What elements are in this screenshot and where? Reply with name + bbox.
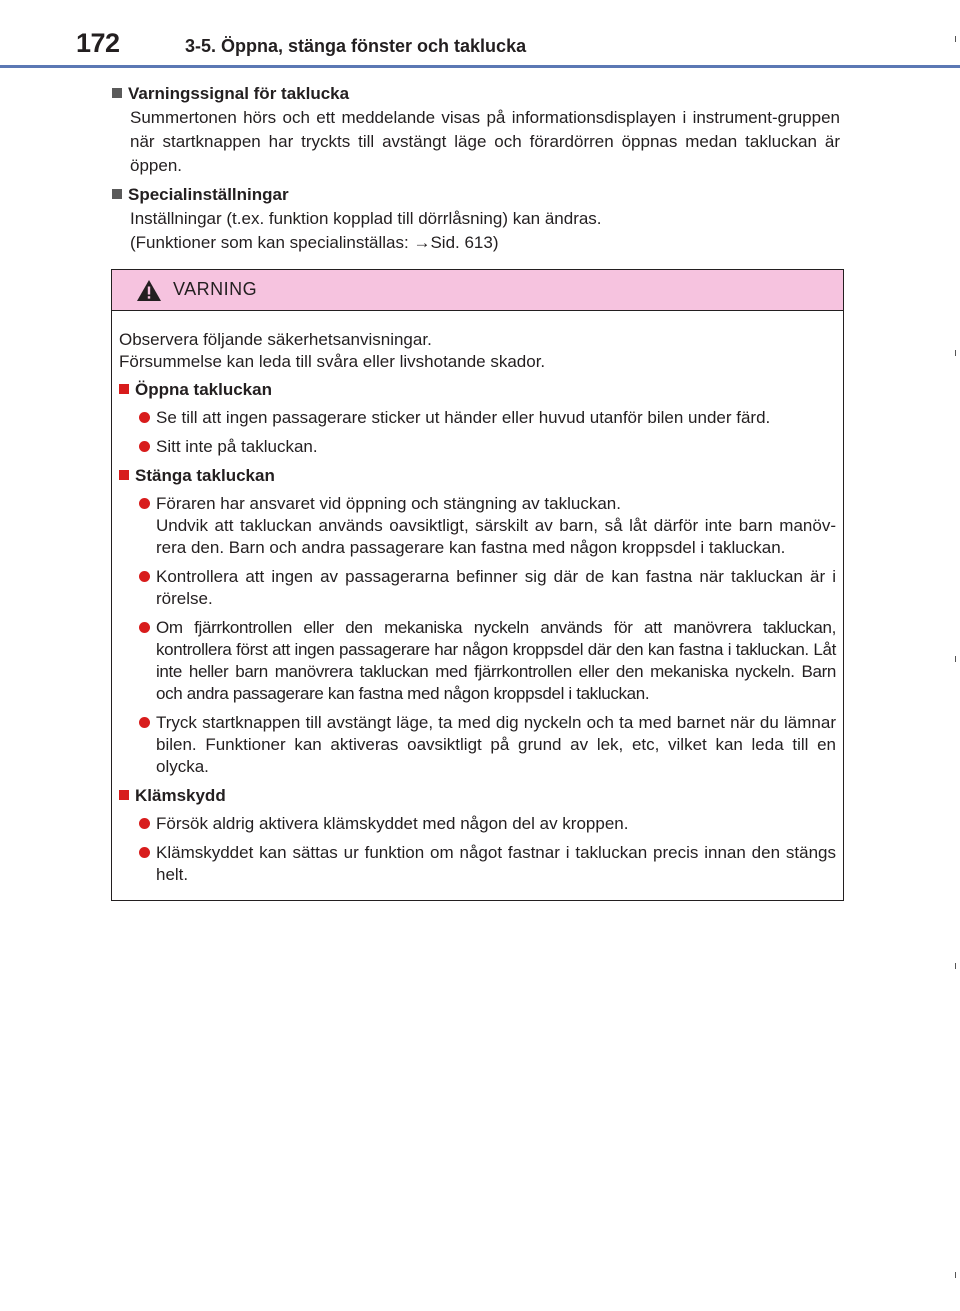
bullet-text: Klämskyddet kan sättas ur funktion om något fastnar i takluckan precis innan den stängs helt. bbox=[156, 843, 836, 884]
bullet-dot-icon bbox=[139, 571, 150, 582]
bullet-dot-icon bbox=[139, 818, 150, 829]
section-special-settings bbox=[112, 183, 840, 255]
warning-bullet bbox=[119, 436, 836, 458]
warning-intro-line: Försummelse kan leda till svåra eller livshotande skador. bbox=[119, 352, 546, 371]
warning-body bbox=[112, 311, 843, 886]
bullet-text: Kontrollera att ingen av passagerarna befinner sig där de kan fastna när takluckan är i rörelse. bbox=[156, 567, 836, 608]
warning-intro bbox=[119, 329, 836, 373]
section-heading bbox=[112, 82, 840, 106]
warning-group-heading bbox=[119, 379, 836, 401]
warning-bullet bbox=[119, 566, 836, 610]
warning-bullet bbox=[119, 813, 836, 835]
warning-bullet bbox=[119, 493, 836, 559]
bullet-dot-icon bbox=[139, 441, 150, 452]
bullet-text: Försök aldrig aktivera klämskyddet med någon del av kroppen. bbox=[156, 814, 629, 833]
square-bullet-icon bbox=[119, 470, 129, 480]
warning-group-heading-text: Stänga takluckan bbox=[135, 466, 275, 485]
bullet-dot-icon bbox=[139, 498, 150, 509]
warning-triangle-icon bbox=[136, 279, 162, 302]
warning-bullet bbox=[119, 407, 836, 429]
section-text-line: Inställningar (t.ex. funktion kopplad till dörrlåsning) kan ändras. bbox=[130, 209, 602, 228]
page-header bbox=[0, 0, 960, 72]
section-heading-text: Specialinställningar bbox=[128, 185, 289, 204]
warning-bullet bbox=[119, 712, 836, 778]
bullet-text: Undvik att takluckan används oavsiktligt, särskilt av barn, så låt därför inte barn manöv-rera den. Barn och andra passagerare kan fastna med någon kroppsdel i takluckan. bbox=[156, 516, 836, 557]
margin-tick bbox=[955, 656, 956, 662]
warning-group-heading-text: Klämskydd bbox=[135, 786, 226, 805]
warning-bullet bbox=[119, 842, 836, 886]
header-rule bbox=[0, 65, 960, 68]
margin-tick bbox=[955, 1272, 956, 1278]
bullet-dot-icon bbox=[139, 717, 150, 728]
warning-box bbox=[111, 269, 844, 901]
margin-tick bbox=[955, 350, 956, 356]
chapter-title: 3-5. Öppna, stänga fönster och taklucka bbox=[185, 36, 527, 56]
bullet-text: Föraren har ansvaret vid öppning och stängning av takluckan. bbox=[156, 494, 621, 513]
bullet-text: Tryck startknappen till avstängt läge, ta med dig nyckeln och ta med barnet när du lämnar bilen. Funktioner kan aktiveras oavsiktligt på grund av lek, etc, vilket kan leda till en olycka. bbox=[156, 713, 836, 776]
page-number: 172 bbox=[76, 28, 120, 58]
page-reference-link[interactable]: (Funktioner som kan specialinställas: →Sid. 613) bbox=[130, 233, 499, 252]
margin-tick bbox=[955, 36, 956, 42]
bullet-text: Sitt inte på takluckan. bbox=[156, 437, 318, 456]
warning-header bbox=[112, 270, 843, 311]
section-text: Summertonen hörs och ett meddelande visas på informationsdisplayen i instrument-gruppen när startknappen har tryckts till avstängt läge och förardörren öppnas medan takluckan är öppen. bbox=[130, 108, 840, 175]
square-bullet-icon bbox=[119, 384, 129, 394]
square-bullet-icon bbox=[112, 88, 122, 98]
warning-group-heading bbox=[119, 465, 836, 487]
section-heading-text: Varningssignal för taklucka bbox=[128, 84, 350, 103]
warning-bullet bbox=[119, 617, 836, 705]
intro-sections bbox=[112, 82, 840, 260]
section-heading bbox=[112, 183, 840, 207]
bullet-dot-icon bbox=[139, 622, 150, 633]
warning-intro-line: Observera följande säkerhetsanvisningar. bbox=[119, 330, 432, 349]
bullet-dot-icon bbox=[139, 847, 150, 858]
section-warning-signal bbox=[112, 82, 840, 178]
bullet-text: Se till att ingen passagerare sticker ut händer eller huvud utanför bilen under färd. bbox=[156, 408, 771, 427]
bullet-dot-icon bbox=[139, 412, 150, 423]
warning-group-heading-text: Öppna takluckan bbox=[135, 380, 272, 399]
warning-title: VARNING bbox=[173, 279, 258, 299]
bullet-text: Om fjärrkontrollen eller den mekaniska nyckeln används för att manövrera takluckan, kontrollera först att ingen passagerare har någon kroppsdel där den kan fastna i takluckan. Låt inte heller barn manövrera takluckan med fjärrkontrollen eller den mekaniska nyckeln. Barn och andra passagerare kan fastna med någon kroppsdel i takluckan. bbox=[156, 618, 836, 703]
square-bullet-icon bbox=[119, 790, 129, 800]
margin-tick bbox=[955, 963, 956, 969]
square-bullet-icon bbox=[112, 189, 122, 199]
warning-group-heading bbox=[119, 785, 836, 807]
